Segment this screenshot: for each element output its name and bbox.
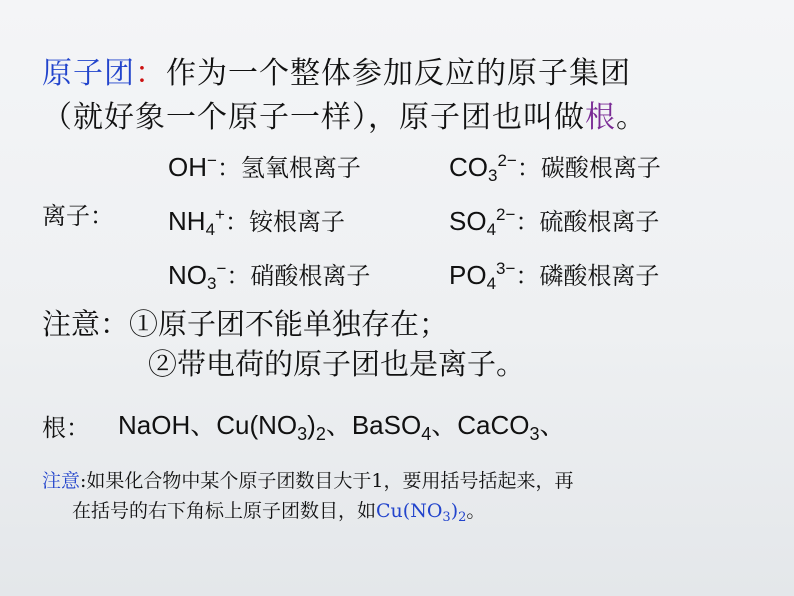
example-text: ) — [307, 410, 316, 440]
ion-name: ：氢氧根离子 — [216, 154, 361, 182]
example-text: NaOH、Cu(NO — [118, 410, 298, 440]
root-word: 根 — [585, 100, 616, 135]
definition-line-1 — [42, 48, 631, 92]
attention-point-1: ①原子团不能单独存在； — [129, 307, 449, 341]
footnote-end: 。 — [466, 500, 486, 522]
example-sub: 4 — [421, 424, 432, 444]
ion-subscript: 3 — [207, 274, 217, 293]
definition-text-2a: （就好象一个原子一样），原子团也叫做 — [42, 100, 585, 135]
ion-charge: 2− — [496, 205, 516, 224]
ion-item — [168, 202, 345, 240]
ion-subscript: 4 — [486, 274, 497, 293]
footnote-text-1: :如果化合物中某个原子团数目大于1，要用括号括起来，再 — [80, 470, 574, 492]
ion-formula: NO — [168, 260, 207, 290]
example-sub: 2 — [458, 510, 467, 525]
ion-formula: CO — [449, 152, 488, 182]
ion-item — [449, 202, 659, 240]
attention-label: 注意： — [42, 307, 130, 341]
ion-subscript: 4 — [205, 220, 216, 239]
ion-formula: OH — [168, 152, 207, 182]
footnote-example — [376, 500, 467, 525]
definition-text-1: 作为一个整体参加反应的原子集团 — [166, 56, 631, 91]
example-text: 、CaCO — [431, 410, 530, 440]
attention-line-2 — [148, 342, 525, 383]
ion-formula: PO — [449, 260, 487, 290]
ion-formula: SO — [449, 206, 487, 236]
example-sub: 2 — [315, 424, 326, 444]
definition-line-2 — [42, 92, 647, 136]
ion-name: ：碳酸根离子 — [516, 154, 661, 182]
ion-item — [168, 256, 370, 294]
root-examples — [118, 405, 566, 445]
example-sub: 3 — [297, 424, 308, 444]
ion-item — [449, 148, 661, 186]
term-atomic-group: 原子团 — [42, 56, 135, 91]
definition-text-2b: 。 — [616, 100, 647, 135]
footnote-line-1 — [42, 466, 574, 493]
ion-name: ：硝酸根离子 — [226, 262, 371, 290]
ion-charge: − — [216, 259, 227, 278]
footnote-label: 注意 — [42, 470, 81, 492]
ion-subscript: 3 — [488, 166, 498, 185]
example-text: ) — [450, 500, 459, 522]
ion-charge: 2− — [497, 151, 517, 170]
ions-label: 离子： — [42, 202, 114, 230]
ion-item — [449, 256, 659, 294]
attention-line-1 — [42, 302, 448, 343]
example-sub: 3 — [529, 424, 540, 444]
ion-charge: − — [207, 151, 217, 170]
root-label: 根： — [42, 414, 90, 442]
footnote-text-2: 在括号的右下角标上原子团数目，如 — [72, 500, 377, 522]
ion-formula: NH — [168, 206, 206, 236]
footnote-line-2 — [72, 496, 485, 525]
ion-item — [168, 148, 361, 186]
example-text: 、 — [539, 410, 566, 440]
ion-charge: 3− — [496, 259, 516, 278]
example-text: Cu(NO — [376, 500, 443, 522]
example-text: 、BaSO — [325, 410, 422, 440]
ion-charge: + — [215, 205, 225, 224]
example-sub: 3 — [442, 510, 451, 525]
ion-name: ：铵根离子 — [224, 208, 345, 236]
ion-name: ：硫酸根离子 — [515, 208, 660, 236]
ion-name: ：磷酸根离子 — [515, 262, 660, 290]
attention-point-2: ②带电荷的原子团也是离子。 — [148, 347, 526, 381]
term-colon: ： — [135, 56, 166, 91]
ion-subscript: 4 — [486, 220, 497, 239]
